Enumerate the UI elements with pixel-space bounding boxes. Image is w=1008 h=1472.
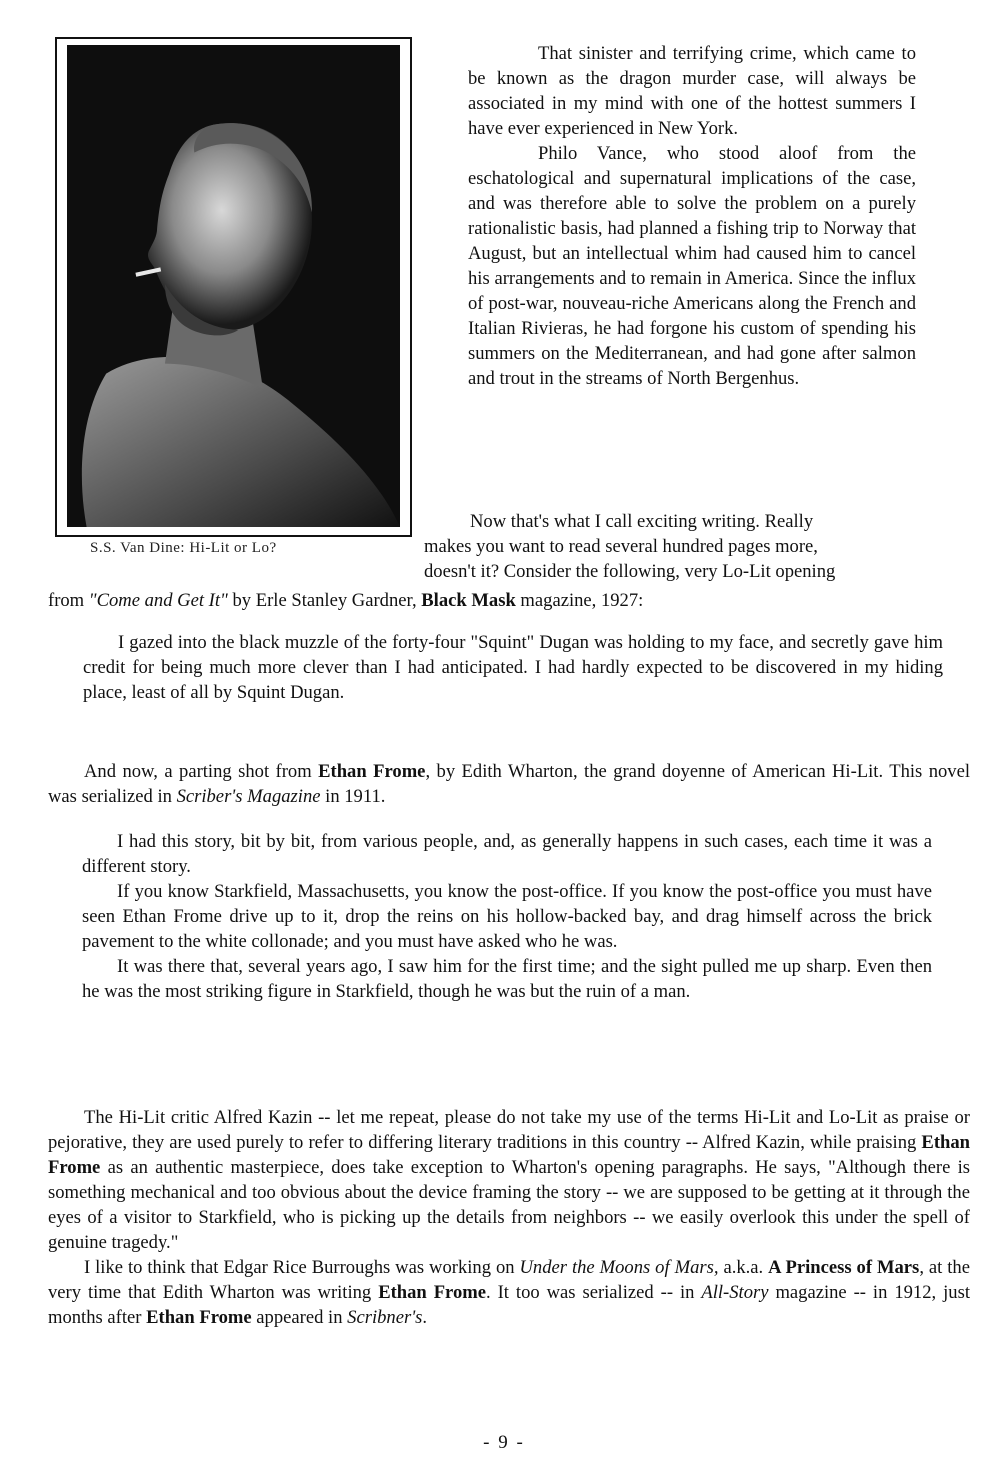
wharton-quote-paragraph-1: I had this story, bit by bit, from various people, and, as generally happens in such cases, each time it was a different story.	[82, 831, 932, 877]
burroughs-text-a: I like to think that Edgar Rice Burroughs was working on	[84, 1257, 520, 1278]
excerpt-paragraph-1: That sinister and terrifying crime, which came to be known as the dragon murder case, will always be associated in my mind with one of the hottest summers I have ever experienced in New York.	[468, 43, 916, 139]
burroughs-text-e: magazine -- in 1912, just months after	[48, 1282, 970, 1328]
critic-section	[48, 1105, 970, 1330]
burroughs-title-1: Under the Moons of Mars,	[519, 1257, 719, 1278]
attribution-suffix: magazine, 1927:	[515, 590, 644, 611]
scribners-title: Scribner's	[347, 1307, 423, 1328]
intro-mid: , by Edith Wharton, the grand doyenne of American Hi-Lit. This novel was serialized in	[48, 761, 971, 807]
commentary-line-1: Now that's what I call exciting writing. Really	[470, 511, 814, 532]
burroughs-text-g: .	[422, 1307, 428, 1328]
block-quote-wharton	[82, 829, 932, 1004]
quote-gardner-text: I gazed into the black muzzle of the forty-four "Squint" Dugan was holding to my face, and secretly gave him credit for being much more clever than I had anticipated. I had hardly expected to be discovered in my hiding place, least of all by Squint Dugan.	[83, 632, 943, 703]
author-photo-frame	[55, 37, 412, 537]
portrait-illustration	[67, 45, 400, 527]
critic-paragraph-2	[48, 1255, 970, 1330]
wharton-title-ref: Ethan Frome	[378, 1282, 487, 1303]
critic-text-b: as an authentic masterpiece, does take exception to Wharton's opening paragraphs. He says, "Although there is something mechanical and too obvious about the device framing the story -- we are supposed to be getting at it through the eyes of a visitor to Starkfield, who is picking up the details from neighbors -- we easily overlook this under the spell of genuine tragedy."	[48, 1157, 970, 1253]
all-story-title: All-Story	[701, 1282, 769, 1303]
burroughs-text-f: appeared in	[251, 1307, 348, 1328]
critic-text-a: The Hi-Lit critic Alfred Kazin -- let me repeat, please do not take my use of the terms Hi-Lit and Lo-Lit as praise or pejorative, they are used purely to refer to differing literary traditions in this country -- Alfred Kazin, while praising	[48, 1107, 970, 1153]
critic-paragraph-1	[48, 1105, 970, 1255]
wharton-intro-paragraph	[48, 759, 970, 809]
magazine-name: Scriber's Magazine	[176, 786, 321, 807]
author-portrait-image	[67, 45, 400, 527]
page-number: - 9 -	[483, 1432, 525, 1453]
story-title: "Come and Get It"	[88, 590, 228, 611]
wharton-quote-paragraph-3: It was there that, several years ago, I saw him for the first time; and the sight pulled me up sharp. Even then he was the most striking figure in Starkfield, though he was but the ruin of a man.	[82, 956, 932, 1002]
wharton-quote-paragraph-2: If you know Starkfield, Massachusetts, you know the post-office. If you know the post-office you must have seen Ethan Frome drive up to it, drop the reins on his hollow-backed bay, and drag himself across the brick pavement to the white collonade; and you must have asked who he was.	[82, 881, 932, 952]
photo-caption: S.S. Van Dine: Hi-Lit or Lo?	[90, 540, 277, 556]
magazine-title: Black Mask	[421, 590, 516, 611]
attribution-prefix: from	[48, 590, 89, 611]
intro-prefix: And now, a parting shot from	[84, 761, 319, 782]
wharton-title-ref-2: Ethan Frome	[146, 1307, 252, 1328]
commentary-paragraph	[424, 509, 968, 584]
burroughs-text-b: a.k.a.	[718, 1257, 769, 1278]
intro-suffix: in 1911.	[320, 786, 386, 807]
burroughs-title-2: A Princess of Mars	[768, 1257, 920, 1278]
critic-novel-title: Ethan Frome	[48, 1132, 970, 1178]
excerpt-paragraph-2: Philo Vance, who stood aloof from the eschatological and supernatural implications of the case, and was therefore able to solve the problem on a purely rationalistic basis, had planned a fishing trip to Norway that August, but an intellectual whim had caused him to cancel his arrangements and to remain in America. Since the influx of post-war, nouveau-riche Americans along the French and Italian Rivieras, he had forgone his custom of spending his summers on the Mediterranean, and had gone after salmon and trout in the streams of North Bergenhus.	[468, 143, 916, 389]
block-quote-gardner	[83, 630, 943, 705]
commentary-line-3: doesn't it? Consider the following, very Lo-Lit opening	[424, 561, 836, 582]
wharton-intro-text	[48, 759, 970, 809]
novel-title: Ethan Frome	[318, 761, 426, 782]
attribution-mid: by Erle Stanley Gardner,	[227, 590, 422, 611]
opening-excerpt-column	[468, 41, 916, 391]
commentary-line-2: makes you want to read several hundred pages more,	[424, 536, 818, 557]
burroughs-text-d: . It too was serialized -- in	[486, 1282, 702, 1303]
burroughs-text-c: , at the very time that Edith Wharton was writing	[48, 1257, 970, 1303]
source-attribution-line	[48, 588, 968, 613]
